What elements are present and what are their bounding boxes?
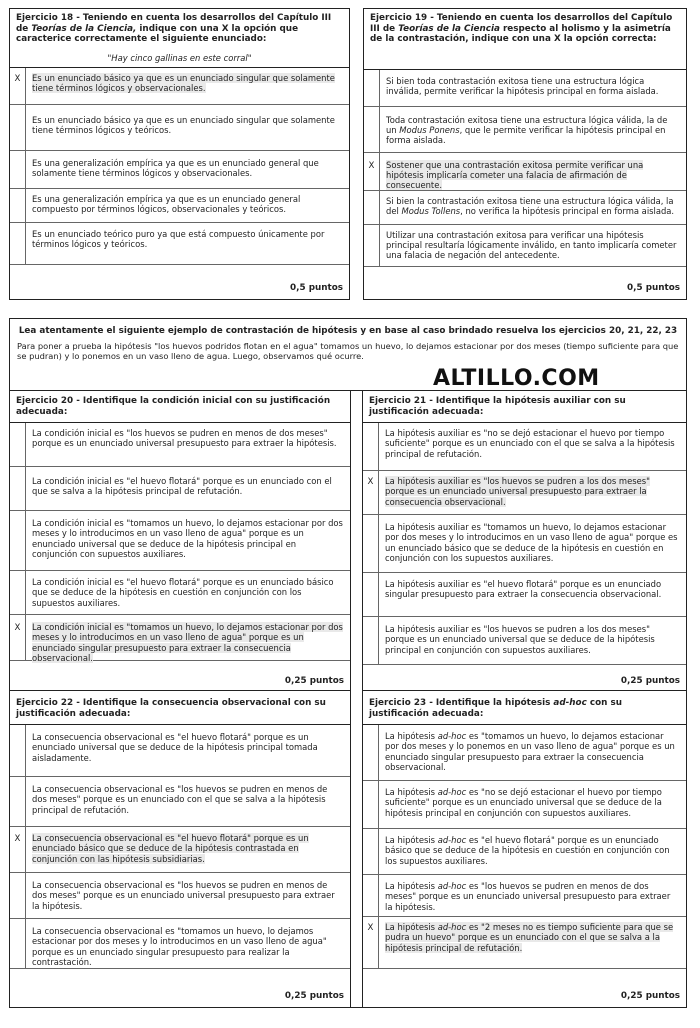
- option-text: La condición inicial es "el huevo flotará" porque es un enunciado con el que se salva a la hipótesis principal de refutación.: [32, 476, 332, 497]
- option-text: La hipótesis auxiliar es "el huevo flotará" porque es un enunciado singular presupuesto para extraer la consecuencia observacional.: [385, 579, 662, 600]
- option-text: La hipótesis auxiliar es "los huevos se pudren a los dos meses" porque es un enunciado universal presupuesto para extraer la consecuencia observacional.: [385, 476, 650, 507]
- option-text: Sostener que una contrastación exitosa permite verificar una hipótesis implicaría cometer una falacia de afirmación de consecuente.: [386, 159, 644, 191]
- section-divider: [9, 690, 350, 691]
- option-row[interactable]: [10, 725, 350, 777]
- option-row[interactable]: [10, 423, 350, 467]
- option-text: Es un enunciado básico ya que es un enunciado singular que solamente tiene términos lógicos y observacionales.: [32, 72, 335, 94]
- option-row[interactable]: [10, 223, 349, 265]
- exercise-18-points: 0,5 puntos: [290, 283, 343, 294]
- option-row[interactable]: [10, 873, 350, 919]
- option-text: Utilizar una contrastación exitosa para verificar una hipótesis principal resultaría lógicamente inválido, en tanto implicaría cometer una falacia de negación del antecedente.: [386, 229, 677, 261]
- exercise-20-title: Ejercicio 20 - Identifique la condición inicial con su justificación adecuada:: [16, 396, 331, 417]
- option-row[interactable]: [363, 829, 686, 875]
- exercise-18-quote: "Hay cinco gallinas en este corral": [107, 52, 252, 63]
- option-row[interactable]: [10, 571, 350, 615]
- option-text: La condición inicial es "el huevo flotará" porque es un enunciado básico que se deduce de la hipótesis en cuestión en conjunción con los supuestos auxiliares.: [32, 577, 334, 608]
- answer-mark[interactable]: [10, 777, 26, 826]
- answer-mark[interactable]: X: [10, 68, 26, 104]
- exercise-19-points: 0,5 puntos: [627, 283, 680, 294]
- answer-mark[interactable]: X: [363, 917, 379, 968]
- answer-mark[interactable]: X: [10, 615, 26, 660]
- option-row[interactable]: [10, 827, 350, 873]
- exercise-18-options: [10, 67, 349, 265]
- option-text: Si bien toda contrastación exitosa tiene una estructura lógica inválida, permite verificar la hipótesis principal en forma aislada.: [386, 75, 659, 96]
- answer-mark[interactable]: [363, 423, 379, 470]
- option-text: La condición inicial es "tomamos un huevo, lo dejamos estacionar por dos meses y lo introducimos en un vaso lleno de agua" porque es un enunciado universal que se deduce de la hipótesis principal en conjunción con supuestos auxiliares.: [32, 518, 343, 559]
- option-row[interactable]: [10, 68, 349, 105]
- answer-mark[interactable]: [363, 573, 379, 616]
- case-study-title: Lea atentamente el siguiente ejemplo de contrastación de hipótesis y en base al caso brindado resuelva los ejercicios 20, 21, 22, 23: [18, 326, 678, 336]
- option-text: La condición inicial es "los huevos se pudren en menos de dos meses" porque es un enunciado universal presupuesto para extraer la hipótesis.: [32, 428, 337, 449]
- option-row[interactable]: [363, 917, 686, 969]
- option-row[interactable]: [363, 617, 686, 665]
- answer-mark[interactable]: [363, 617, 379, 664]
- section-divider: [9, 390, 687, 391]
- answer-mark[interactable]: [10, 873, 26, 918]
- answer-mark[interactable]: [363, 515, 379, 572]
- option-text: La hipótesis ad-hoc es "los huevos se pudren en menos de dos meses" porque es un enunciado universal presupuesto para extraer la hipótesis.: [385, 881, 671, 912]
- option-row[interactable]: [363, 781, 686, 829]
- exercise-19-title: Ejercicio 19 - Teniendo en cuenta los desarrollos del Capítulo III de Teorías de la Ciencia respecto al holismo y la asimetría de la contrastación, indique con una X la opción correcta:: [370, 13, 673, 45]
- exercise-21-title: Ejercicio 21 - Identifique la hipótesis auxiliar con su justificación adecuada:: [369, 396, 626, 417]
- option-row[interactable]: [364, 225, 686, 267]
- answer-mark[interactable]: [10, 223, 26, 264]
- answer-mark[interactable]: [10, 189, 26, 222]
- exercise-21-points: 0,25 puntos: [620, 676, 680, 686]
- option-text: La consecuencia observacional es "el huevo flotará" porque es un enunciado universal que se deduce de la hipótesis principal tomada aisladamente.: [32, 732, 318, 763]
- answer-mark[interactable]: [363, 725, 379, 780]
- exercise-19-panel: [363, 8, 687, 300]
- answer-mark[interactable]: [10, 919, 26, 968]
- exercise-22-section: [10, 694, 350, 1001]
- option-row[interactable]: [363, 725, 686, 781]
- option-row[interactable]: [10, 467, 350, 511]
- exercise-22-points: 0,25 puntos: [284, 991, 344, 1001]
- option-text: La consecuencia observacional es "los huevos se pudren en menos de dos meses" porque es un enunciado con el que se salva a la hipótesis principal de refutación.: [32, 784, 328, 815]
- option-text: La hipótesis ad-hoc es "el huevo flotará" porque es un enunciado básico que se deduce de la hipótesis en cuestión en conjunción con los supuestos auxiliares.: [385, 835, 670, 866]
- answer-mark[interactable]: [10, 725, 26, 776]
- option-text: La hipótesis auxiliar es "tomamos un huevo, lo dejamos estacionar por dos meses y lo introducimos en un vaso lleno de agua" porque es un enunciado básico que se deduce de la hipótesis en cuestión en conjunción con los supuestos auxiliares.: [385, 522, 678, 563]
- exercise-20-section: [10, 392, 350, 686]
- option-text: Si bien la contrastación exitosa tiene una estructura lógica válida, la del Modus Tollens, no verifica la hipótesis principal en forma aislada.: [386, 195, 675, 216]
- option-text: Es una generalización empírica ya que es un enunciado general compuesto por términos lógicos, observacionales y teóricos.: [32, 193, 301, 215]
- option-row[interactable]: [363, 573, 686, 617]
- answer-mark[interactable]: [10, 151, 26, 188]
- exercise-18-panel: [9, 8, 350, 300]
- exercise-21-section: [363, 392, 686, 686]
- option-text: La hipótesis ad-hoc es "2 meses no es tiempo suficiente para que se pudra un huevo" porque es un enunciado con el que se salva a la hipótesis principal de refutación.: [385, 922, 674, 953]
- exercise-18-title: Ejercicio 18 - Teniendo en cuenta los desarrollos del Capítulo III de Teorías de la Ciencia, indique con una X la opción que caracterice correctamente el siguiente enunciado:: [16, 13, 332, 45]
- answer-mark[interactable]: X: [364, 153, 380, 190]
- answer-mark[interactable]: X: [363, 471, 379, 514]
- column-divider: [350, 390, 351, 1008]
- option-row[interactable]: [364, 107, 686, 153]
- answer-mark[interactable]: [10, 511, 26, 570]
- answer-mark[interactable]: [364, 70, 380, 106]
- option-row[interactable]: [10, 919, 350, 969]
- option-text: La hipótesis ad-hoc es "tomamos un huevo, lo dejamos estacionar por dos meses y lo ponemos en un vaso lleno de agua" porque es un enunciado singular presupuesto para extraer la consecuencia observacional.: [385, 731, 675, 772]
- option-text: Es un enunciado básico ya que es un enunciado singular que solamente tiene términos lógicos y teóricos.: [32, 114, 335, 136]
- option-row[interactable]: [364, 153, 686, 191]
- option-text: Toda contrastación exitosa tiene una estructura lógica válida, la de un Modus Ponens, que le permite verificar la hipótesis principal en forma aislada.: [386, 114, 668, 146]
- exercise-23-points: 0,25 puntos: [620, 991, 680, 1001]
- answer-mark[interactable]: [363, 829, 379, 874]
- answer-mark[interactable]: [364, 191, 380, 224]
- option-text: La hipótesis auxiliar es "los huevos se pudren a los dos meses" porque es un enunciado universal que se deduce de la hipótesis principal en conjunción con supuestos auxiliares.: [385, 624, 655, 655]
- answer-mark[interactable]: [10, 467, 26, 510]
- exercise-22-title: Ejercicio 22 - Identifique la consecuencia observacional con su justificación adecuada:: [16, 698, 326, 719]
- option-row[interactable]: [10, 189, 349, 223]
- option-text: La hipótesis ad-hoc es "no se dejó estacionar el huevo por tiempo suficiente" porque es un enunciado universal que se deduce de la hipótesis principal en conjunción con supuestos auxiliares.: [385, 787, 662, 818]
- altillo-watermark: ALTILLO.COM: [433, 366, 600, 391]
- answer-mark[interactable]: [10, 105, 26, 150]
- option-text: La consecuencia observacional es "los huevos se pudren en menos de dos meses" porque es un enunciado universal presupuesto para extraer la hipótesis.: [32, 880, 335, 911]
- option-row[interactable]: [10, 151, 349, 189]
- answer-mark[interactable]: [364, 107, 380, 152]
- answer-mark[interactable]: [363, 875, 379, 916]
- exercise-20-points: 0,25 puntos: [284, 676, 344, 686]
- option-text: Es un enunciado teórico puro ya que está compuesto únicamente por términos lógicos y teóricos.: [32, 228, 325, 250]
- answer-mark[interactable]: [10, 423, 26, 466]
- section-divider: [362, 690, 687, 691]
- option-row[interactable]: [10, 615, 350, 661]
- option-text: Es una generalización empírica ya que es un enunciado general que solamente tiene términos lógicos y observacionales.: [32, 157, 319, 179]
- answer-mark[interactable]: X: [10, 827, 26, 872]
- option-row[interactable]: [363, 471, 686, 515]
- option-row[interactable]: [10, 777, 350, 827]
- option-row[interactable]: [10, 105, 349, 151]
- case-study-text: Para poner a prueba la hipótesis "los huevos podridos flotan en el agua" tomamos un huevo, lo dejamos estacionar por dos meses (tiempo suficiente para que se pudran) y lo ponemos en un vaso lleno de agua. Luego, observamos qué ocurre.: [17, 340, 679, 361]
- option-row[interactable]: [363, 423, 686, 471]
- option-text: La consecuencia observacional es "el huevo flotará" porque es un enunciado básico que se deduce de la hipótesis contrastada en conjunción con las hipótesis subsidiarias.: [32, 833, 309, 864]
- option-text: La consecuencia observacional es "tomamos un huevo, lo dejamos estacionar por dos meses y lo introducimos en un vaso lleno de agua" porque es un enunciado singular presupuesto para realizar la contrastación.: [32, 926, 327, 967]
- exercise-23-section: [363, 694, 686, 1001]
- option-row[interactable]: [10, 511, 350, 571]
- exercise-19-options: [364, 69, 686, 267]
- option-row[interactable]: [363, 515, 686, 573]
- exercise-23-title: Ejercicio 23 - Identifique la hipótesis ad-hoc con su justificación adecuada:: [369, 698, 622, 719]
- option-row[interactable]: [364, 70, 686, 107]
- answer-mark[interactable]: [364, 225, 380, 266]
- option-row[interactable]: [363, 875, 686, 917]
- answer-mark[interactable]: [10, 571, 26, 614]
- answer-mark[interactable]: [363, 781, 379, 828]
- option-text: La hipótesis auxiliar es "no se dejó estacionar el huevo por tiempo suficiente" porque es un enunciado con el que se salva a la hipótesis principal de refutación.: [385, 428, 675, 459]
- option-row[interactable]: [364, 191, 686, 225]
- option-text: La condición inicial es "tomamos un huevo, lo dejamos estacionar por dos meses y lo introducimos en un vaso lleno de agua" porque es un enunciado singular presupuesto para extraer la consecuencia observacional.: [32, 622, 343, 663]
